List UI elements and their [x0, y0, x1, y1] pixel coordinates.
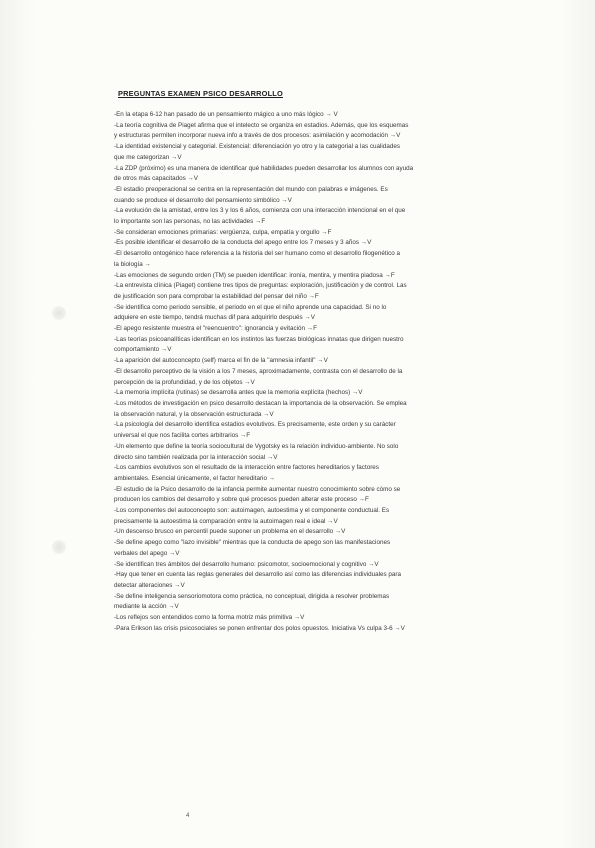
question-line: de otros más capacitados →V — [114, 175, 198, 183]
question-line: -Las emociones de segundo orden (TM) se pueden identificar: ironía, mentira, y mentira piadosa →F — [114, 271, 395, 279]
page-number: 4 — [186, 813, 190, 819]
question-line: -En la etapa 6-12 han pasado de un pensamiento mágico a uno más lógico → V — [114, 111, 338, 118]
question-line: -Los métodos de investigación en psico desarrollo destacan la importancia de la observación. Se emplea — [114, 399, 407, 407]
question-line: -Las teorías psicoanalíticas identifican en los instintos las fuerzas biológicas innatas que dirigen nuestro — [114, 335, 404, 343]
question-line: -Los cambios evolutivos son el resultado de la interacción entre factores hereditarios y factores — [114, 464, 379, 472]
question-line: -Los componentes del autoconcepto son: autoimagen, autoestima y el componente conductual. Es — [114, 507, 390, 515]
question-line: -El desarrollo perceptivo de la visión a los 7 meses, aproximadamente, contrasta con el desarrollo de la — [114, 367, 403, 375]
question-line: comportamiento →V — [114, 346, 172, 354]
punch-hole-bottom — [52, 540, 66, 554]
question-line: y estructuras permiten incorporar nueva info a través de dos procesos: asimilación y acomodación →V — [114, 132, 401, 140]
question-line: -Se define inteligencia sensoriomotora como práctica, no conceptual, dirigida a resolver problemas — [114, 592, 390, 600]
question-line: -Se consideran emociones primarias: vergüenza, culpa, empatía y orgullo →F — [114, 228, 332, 236]
question-line: de justificación son para comprobar la estabilidad del pensar del niño →F — [114, 292, 319, 300]
question-line: -La memoria implícita (rutinas) se desarrolla antes que la memoria explícita (hechos) →V — [114, 389, 363, 397]
question-line: percepción de la profundidad, y de los objetos →V — [114, 378, 255, 386]
question-line: precisamente la autoestima la comparación entre la autoimagen real e ideal →V — [114, 517, 338, 525]
question-line: lo importante son las personas, no las actividades →F — [114, 218, 266, 226]
question-line: -La evolución de la amistad, entre los 3 y los 6 años, comienza con una interacción intencional en el que — [114, 207, 406, 215]
question-line: detectar alteraciones →V — [114, 581, 185, 589]
question-line: -El estadio preoperacional se centra en la representación del mundo con palabras e imágenes. Es — [114, 185, 388, 193]
question-line: -Para Erikson las crisis psicosociales se ponen enfrentar dos polos opuestos. Iniciativa Vs culpa 3-6 →V — [114, 624, 405, 632]
question-line: -Es posible identificar el desarrollo de la conducta del apego entre los 7 meses y 3 años →V — [114, 239, 372, 247]
question-line: -La entrevista clínica (Piaget) contiene tres tipos de preguntas: exploración, justificación y de control. Las — [114, 282, 407, 290]
question-line: -La identidad existencial y categorial. Existencial: diferenciación yo otro y la categorial a las cualidades — [114, 143, 400, 151]
punch-hole-top — [52, 306, 66, 320]
question-line: -La ZDP (próximo) es una manera de identificar qué habilidades pueden desarrollar los alumnos con ayuda — [114, 164, 414, 172]
question-line: directo sino también realizada por la interacción social →V — [114, 453, 278, 461]
question-line: universal el que nos facilita cortes arbitrarios →F — [114, 432, 251, 440]
question-line: producen los cambios del desarrollo y sobre qué procesos pueden alterar este proceso →F — [114, 496, 369, 504]
question-line: -La teoría cognitiva de Piaget afirma que el intelecto se organiza en estadios. Además, que los esquemas — [114, 121, 409, 129]
question-line: -El estudio de la Psico desarrollo de la infancia permite aumentar nuestro conocimiento sobre cómo se — [114, 485, 401, 493]
question-line: -Se identifica como periodo sensible, el periodo en el que el niño aprende una capacidad. Si no lo — [114, 303, 387, 311]
question-line: cuando se produce el desarrollo del pensamiento simbólico →V — [114, 196, 292, 204]
question-line: la biología → — [114, 260, 151, 268]
question-line: -Hay que tener en cuenta las reglas generales del desarrollo así como las diferencias individuales para — [114, 571, 402, 579]
question-line: -Los reflejos son entendidos como la forma motriz más primitiva →V — [114, 614, 305, 622]
question-line: -La aparición del autoconcepto (self) marca el fin de la "amnesia infantil" →V — [114, 357, 328, 365]
question-line: ambientales. Esencial únicamente, el factor hereditario → — [114, 474, 276, 482]
question-line: adquiere en este tiempo, tendrá muchas dif para adquirirlo después →V — [114, 314, 315, 322]
question-line: verbales del apego →V — [114, 549, 180, 557]
question-line: -El apego resistente muestra el "reencuentro": ignorancia y evitación →F — [114, 325, 317, 333]
question-line: la observación natural, y la observación estructurada →V — [114, 410, 274, 418]
document-title: PREGUNTAS EXAMEN PSICO DESARROLLO — [118, 89, 283, 98]
question-list — [114, 110, 534, 634]
question-line: -Se define apego como "lazo invisible" mientras que la conducta de apego son las manifestaciones — [114, 539, 391, 547]
question-line: -Se identifican tres ámbitos del desarrollo humano: psicomotor, socioemocional y cognitivo →V — [114, 560, 379, 568]
question-line: que me categorizan →V — [114, 153, 182, 161]
question-line: -El desarrollo ontogénico hace referencia a la historia del ser humano como el desarrollo filogenético a — [114, 250, 400, 258]
question-line: -Un descenso brusco en percentil puede suponer un problema en el desarrollo →V — [114, 528, 346, 536]
question-line: -Un elemento que define la teoría sociocultural de Vygotsky es la relación individuo-ambiente. No solo — [114, 442, 399, 450]
question-line: -La psicología del desarrollo identifica estadios evolutivos. Es precisamente, este orden y su carácter — [114, 421, 396, 429]
question-line: mediante la acción →V — [114, 603, 179, 611]
